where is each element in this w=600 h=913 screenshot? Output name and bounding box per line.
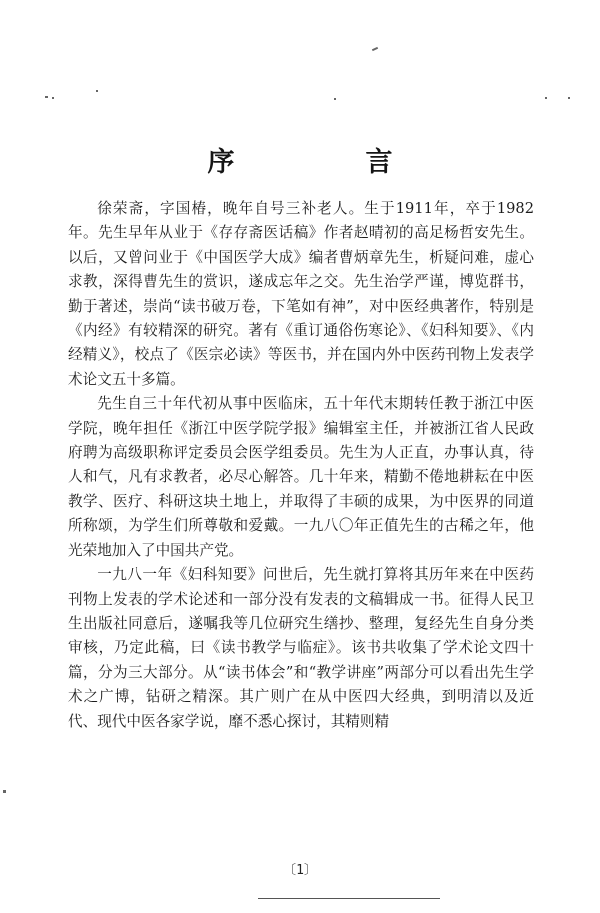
preface-body [68,197,534,734]
paragraph: 先生自三十年代初从事中医临床，五十年代末期转任教于浙江中医学院，晚年担任《浙江中医学院学报》编辑室主任，并被浙江省人民政府聘为高级职称评定委员会医学组委员。先生为人正直，办事认真，待人和气，凡有求教者，必尽心解答。几十年来，精勤不倦地耕耘在中医教学、医疗、科研这块土地上，并取得了丰硕的成果，为中医界的同道所称颂，为学生们所尊敬和爱戴。一九八〇年正值先生的古稀之年，他光荣地加入了中国共产党。 [68,395,534,559]
paragraph: 徐荣斋，字国椿，晚年自号三补老人。生于1911年，卒于1982年。先生早年从业于《存存斋医话稿》作者赵晴初的高足杨哲安先生。以后，又曾问业于《中国医学大成》编者曹炳章先生，析疑问难，虚心求教，深得曹先生的赏识，遂成忘年之交。先生治学严谨，博览群书，勤于著述，崇尚“读书破万卷，下笔如有神”，对中医经典著作，特别是《内经》有较精深的研究。著有《重订通俗伤寒论》、《妇科知要》、《内经精义》，校点了《医宗必读》等医书，并在国内外中医药刊物上发表学术论文五十多篇。 [68,200,534,388]
page-number: 〔1〕 [283,863,317,878]
bottom-rule [258,898,440,899]
scan-speck [52,97,54,99]
scan-speck [96,90,98,92]
scan-speck [372,47,378,51]
scan-speck [3,790,6,793]
page-title: 序 言 [207,147,445,178]
paragraph: 一九八一年《妇科知要》问世后，先生就打算将其历年来在中医药刊物上发表的学术论述和一部分没有发表的文稿辑成一书。征得人民卫生出版社同意后，遂嘱我等几位研究生缮抄、整理，复经先生自身分类审核，乃定此稿，曰《读书教学与临症》。该书共收集了学术论文四十篇，分为三大部分。从“读书体会”和“教学讲座”两部分可以看出先生学术之广博，钻研之精深。其广则广在从中医四大经典，到明清以及近代、现代中医各家学说，靡不悉心探讨，其精则精 [68,566,534,730]
scan-speck [334,98,336,100]
scan-speck [545,97,547,99]
scan-speck [45,96,48,98]
scan-speck [568,97,570,99]
